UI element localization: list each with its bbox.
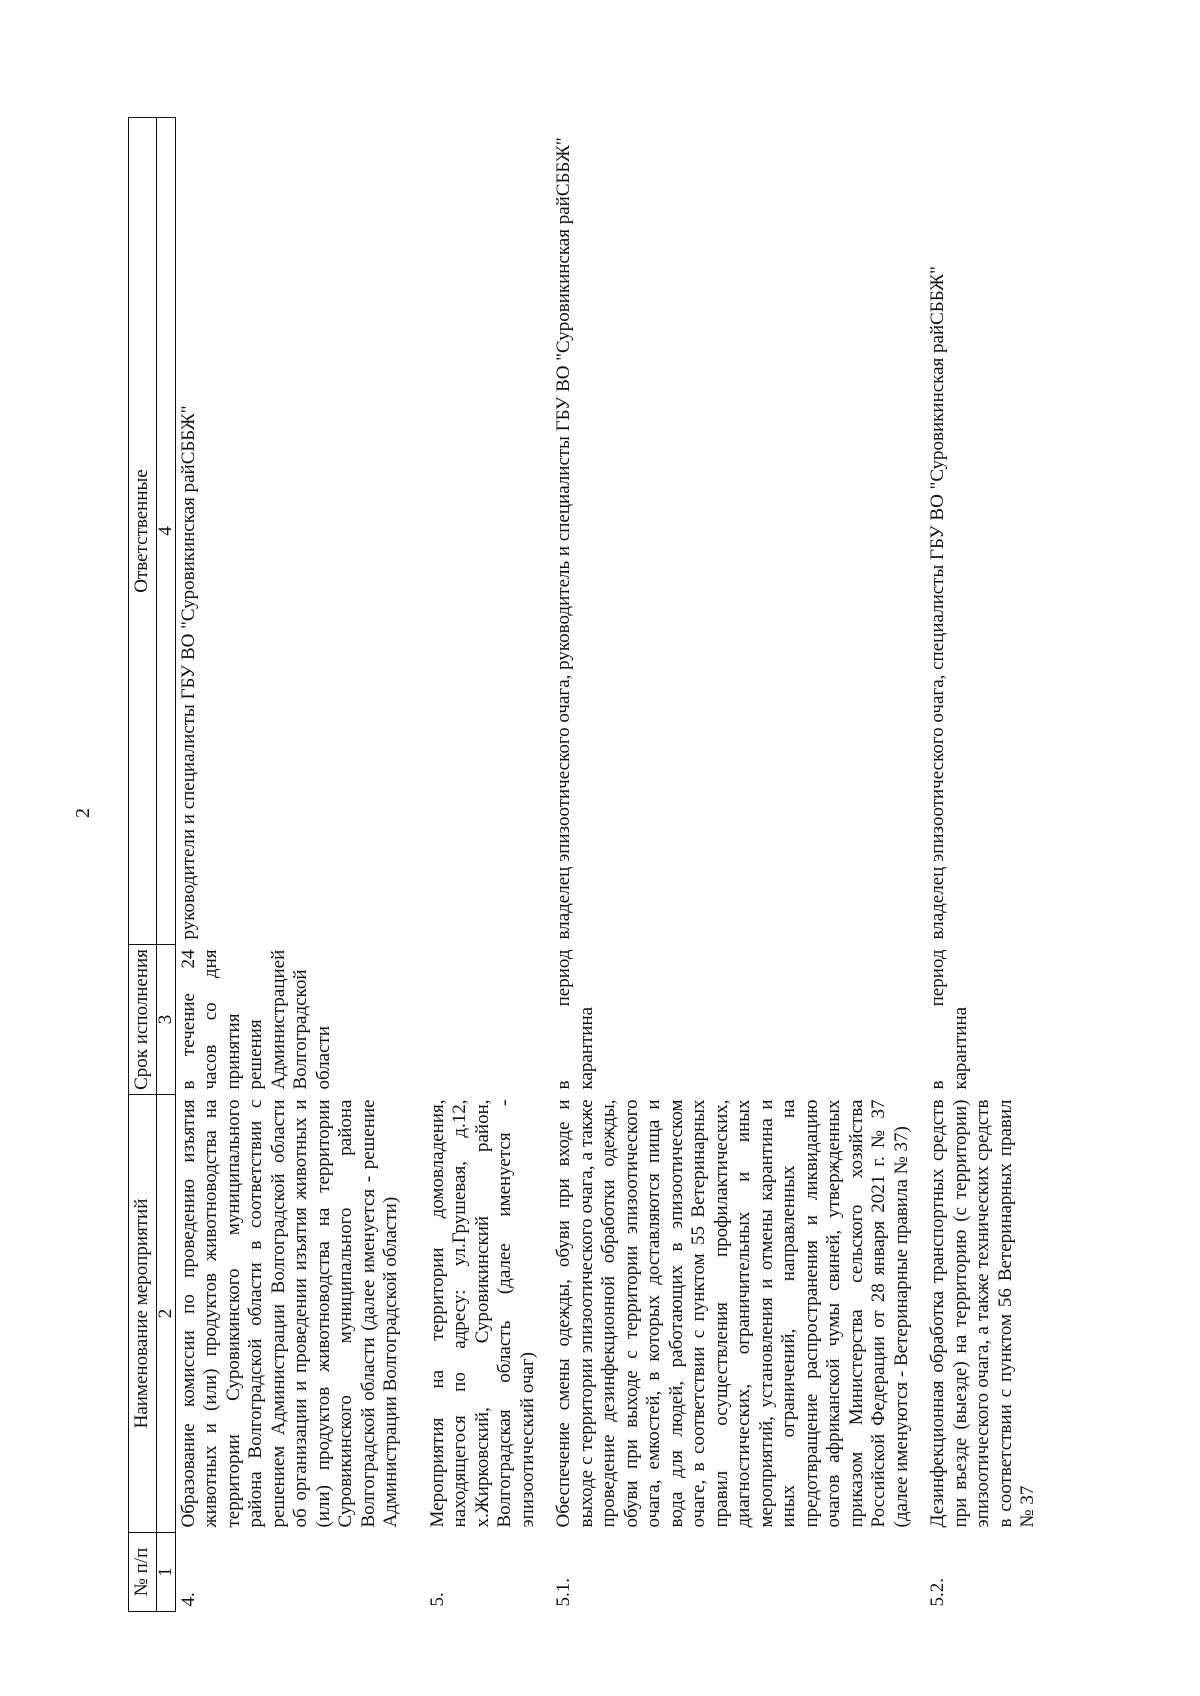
table-body [175, 118, 1042, 1612]
rotated-table-wrapper [128, 118, 1092, 1612]
header-responsible: Ответственные [129, 118, 157, 945]
measure-deadline: в период карантина [553, 949, 597, 1090]
column-number-3: 3 [156, 945, 175, 1095]
column-number-row [156, 118, 175, 1612]
header-name: Наименование мероприятий [129, 1095, 157, 1533]
header-deadline: Срок исполнения [129, 945, 157, 1095]
measure-name: Образование комиссии по проведению изъятия животных и (или) продуктов животноводства на территории Суровикинского муниципального района Волгоградской области в соответствии с решением Администрации Волгоградской области об организации и проведении изъятия животных и (или) продуктов животноводства на территории Суровикинского муниципального района Волгоградской области (далее именуется - решение Администрации Волгоградской области) [177, 1099, 401, 1528]
column-number-4: 4 [156, 118, 175, 945]
row-number: 5.1. [553, 1578, 574, 1607]
row-number: 4. [177, 1592, 199, 1607]
measure-responsible [415, 118, 542, 945]
measure-name: Дезинфекционная обработка транспортных средств при въезде (выезде) на территорию (с территории) эпизоотического очага, а также технических средств в соответствии с пунктом 56 Ветеринарных правил № 37 [927, 1099, 1038, 1528]
table-row [415, 118, 542, 1612]
header-num: № п/п [129, 1533, 157, 1612]
table-row [915, 118, 1042, 1612]
measure-name: Мероприятия на территории домовладения, находящегося по адресу: ул.Грушевая, д.12, х.Жирковский, Суровикинский район, Волгоградская область (далее именуется - эпизоотический очаг) [426, 1099, 538, 1528]
page-number: 2 [72, 808, 94, 818]
table-header [129, 118, 176, 1612]
measure-name: Обеспечение смены одежды, обуви при входе и выходе с территории эпизоотического очага, а также проведение дезинфекционной обработки одежды, обуви при выходе с территории эпизоотического очага, емкостей, в которых доставляются пища и вода для людей, работающих в эпизоотическом очаге, в соответствии с пунктом 55 Ветеринарных правил осуществления профилактических, диагностических, ограничительных и иных мероприятий, установления и отмены карантина и иных ограничений, направленных на предотвращение распространения и ликвидацию очагов африканской чумы свиней, утвержденных приказом Министерства сельского хозяйства Российской Федерации от 28 января 2021 г. № 37 (далее именуются - Ветеринарные правила № 37) [553, 1099, 912, 1528]
header-row [129, 118, 157, 1612]
measure-deadline [415, 945, 542, 1095]
table-row [541, 118, 915, 1612]
column-number-2: 2 [156, 1095, 175, 1533]
measure-deadline: в течение 24 часов со дня принятия решения Администрацией Волгоградской области [177, 949, 334, 1090]
column-number-1: 1 [156, 1533, 175, 1612]
row-number: 5. [426, 1592, 448, 1607]
measures-table [128, 117, 1042, 1612]
measure-responsible: владелец эпизоотического очага, специалисты ГБУ ВО "Суровикинская райСББЖ" [927, 266, 948, 940]
measure-deadline: в период карантина [927, 949, 971, 1090]
measure-responsible: владелец эпизоотического очага, руководитель и специалисты ГБУ ВО "Суровикинская райСББЖ" [553, 137, 574, 940]
measure-responsible: руководители и специалисты ГБУ ВО "Суровикинская райСББЖ" [177, 405, 199, 940]
row-number: 5.2. [927, 1578, 948, 1607]
table-row [175, 118, 415, 1612]
